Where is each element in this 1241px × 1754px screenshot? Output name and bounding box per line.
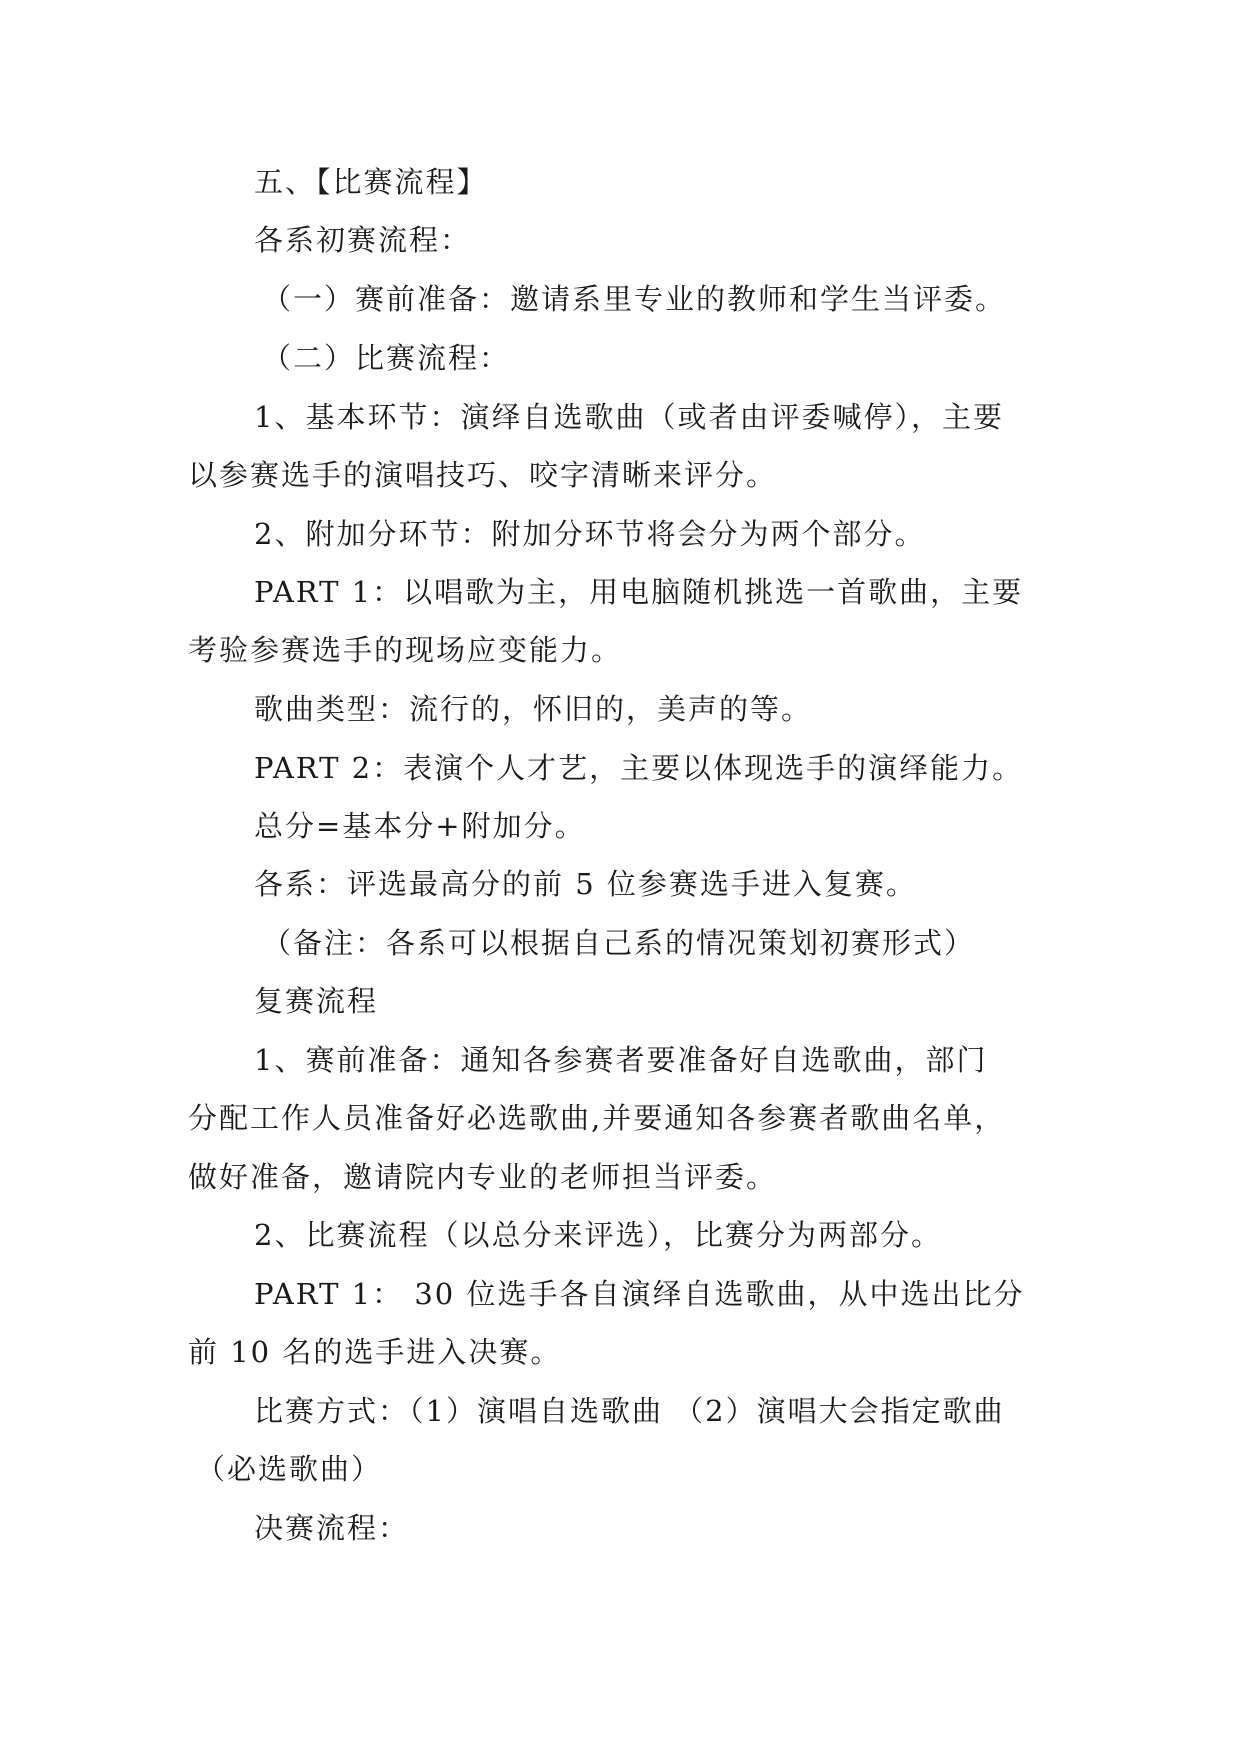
prelim-basic-line2: 以参赛选手的演唱技巧、咬字清晰来评分。 xyxy=(188,458,778,492)
semifinal-heading: 复赛流程 xyxy=(254,984,379,1018)
prelim-part1-line2: 考验参赛选手的现场应变能力。 xyxy=(188,633,623,667)
semifinal-mode-line2: （必选歌曲） xyxy=(196,1452,383,1486)
prelim-part2: PART 2：表演个人才艺，主要以体现选手的演绎能力。 xyxy=(254,751,1024,785)
semifinal-part1-line1: PART 1： 30 位选手各自演绎自选歌曲，从中选出比分 xyxy=(254,1277,1025,1311)
prelim-basic-line1: 1、基本环节：演绎自选歌曲（或者由评委喊停），主要 xyxy=(254,400,1004,434)
semifinal-prep-line2: 分配工作人员准备好必选歌曲,并要通知各参赛者歌曲名单， xyxy=(188,1101,1006,1135)
prelim-heading: 各系初赛流程： xyxy=(254,223,472,257)
prelim-advance: 各系：评选最高分的前 5 位参赛选手进入复赛。 xyxy=(254,867,917,901)
prelim-step2: （二）比赛流程： xyxy=(262,341,511,375)
semifinal-mode-line1: 比赛方式：（1）演唱自选歌曲 （2）演唱大会指定歌曲 xyxy=(254,1394,1005,1428)
semifinal-prep-line3: 做好准备，邀请院内专业的老师担当评委。 xyxy=(188,1160,778,1194)
section-title: 五、【比赛流程】 xyxy=(254,165,488,199)
prelim-bonus: 2、附加分环节：附加分环节将会分为两个部分。 xyxy=(254,517,926,551)
prelim-step1: （一）赛前准备：邀请系里专业的教师和学生当评委。 xyxy=(262,282,1007,316)
prelim-song-types: 歌曲类型：流行的，怀旧的，美声的等。 xyxy=(254,692,813,726)
prelim-total: 总分=基本分+附加分。 xyxy=(254,809,586,843)
semifinal-flow: 2、比赛流程（以总分来评选），比赛分为两部分。 xyxy=(254,1218,942,1252)
semifinal-part1-line2: 前 10 名的选手进入决赛。 xyxy=(188,1335,562,1369)
prelim-note: （备注：各系可以根据自己系的情况策划初赛形式） xyxy=(262,926,976,960)
final-heading: 决赛流程： xyxy=(254,1511,410,1545)
semifinal-prep-line1: 1、赛前准备：通知各参赛者要准备好自选歌曲，部门 xyxy=(254,1043,988,1077)
prelim-part1-line1: PART 1：以唱歌为主，用电脑随机挑选一首歌曲，主要 xyxy=(254,575,1024,609)
